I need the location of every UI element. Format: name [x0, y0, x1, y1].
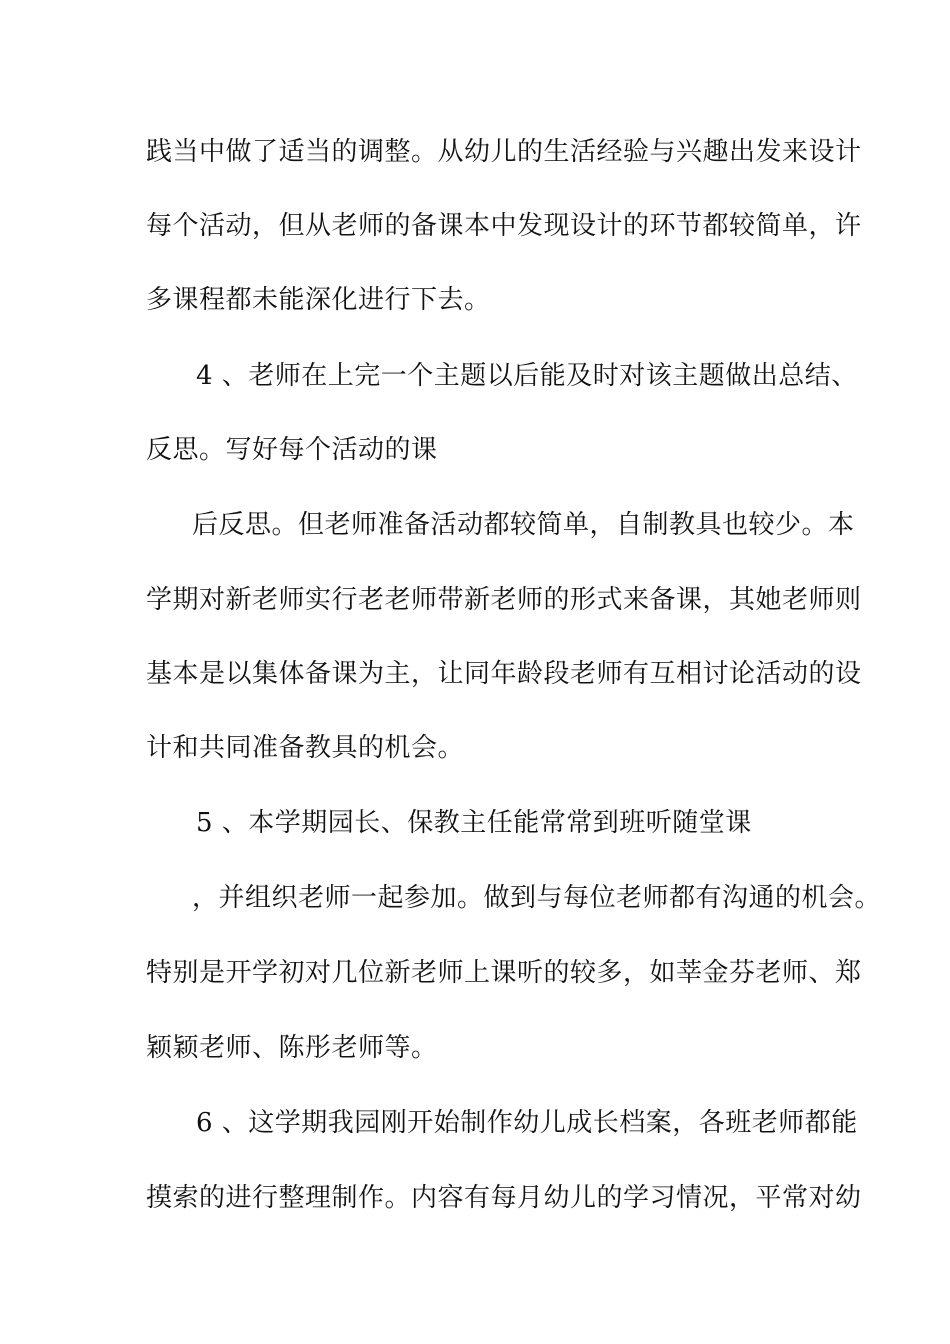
text-line: 多课程都未能深化进行下去。	[146, 285, 491, 315]
paragraph-6-start: 6 、这学期我园刚开始制作幼儿成长档案，各班老师都能	[196, 1108, 858, 1138]
text-line: 基本是以集体备课为主，让同年龄段老师有互相讨论活动的设	[146, 659, 862, 689]
text-line: 每个活动，但从老师的备课本中发现设计的环节都较简单，许	[146, 211, 862, 241]
text-line: 特别是开学初对几位新老师上课听的较多，如莘金芬老师、郑	[146, 958, 862, 988]
paragraph-5-start: 5 、本学期园长、保教主任能常常到班听随堂课	[196, 808, 752, 838]
text-line: 计和共同准备教具的机会。	[146, 733, 465, 763]
paragraph-4-start: 4 、老师在上完一个主题以后能及时对该主题做出总结、	[196, 361, 858, 391]
text-line: 颖颖老师、陈彤老师等。	[146, 1033, 438, 1063]
text-line: 反思。写好每个活动的课	[146, 435, 438, 465]
text-line: ，并组织老师一起参加。做到与每位老师都有沟通的机会。	[192, 883, 882, 913]
text-line: 践当中做了适当的调整。从幼儿的生活经验与兴趣出发来设计	[146, 137, 862, 167]
text-line: 学期对新老师实行老老师带新老师的形式来备课，其她老师则	[146, 585, 862, 615]
text-line: 摸索的进行整理制作。内容有每月幼儿的学习情况，平常对幼	[146, 1183, 862, 1213]
text-line: 后反思。但老师准备活动都较简单，自制教具也较少。本	[192, 510, 855, 540]
